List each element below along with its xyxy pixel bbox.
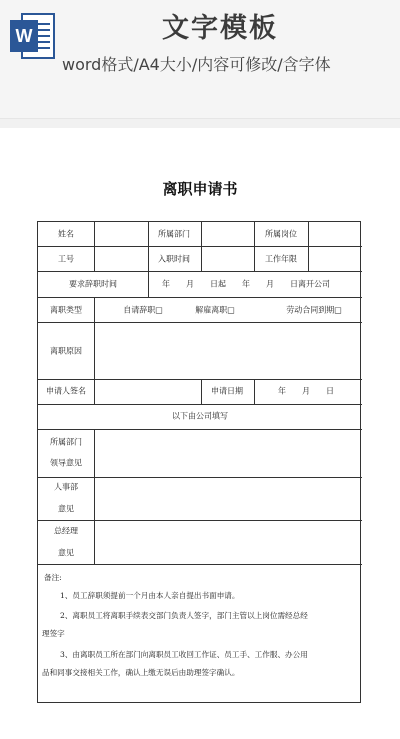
label-department: 所属部门 bbox=[158, 229, 190, 239]
row-divider bbox=[38, 297, 362, 298]
label-job-number: 工号 bbox=[58, 254, 74, 264]
label-position: 所属岗位 bbox=[265, 229, 297, 239]
row-divider bbox=[38, 477, 362, 478]
row-divider bbox=[38, 520, 362, 521]
col-divider bbox=[94, 297, 95, 379]
row-divider bbox=[38, 246, 362, 247]
word-icon bbox=[8, 10, 56, 62]
leave-date-range: 年 月 日起 年 月 日离开公司 bbox=[162, 279, 330, 289]
col-divider bbox=[94, 429, 95, 564]
banner bbox=[0, 0, 400, 119]
svg-text:W: W bbox=[15, 26, 33, 46]
col-divider bbox=[94, 246, 95, 271]
col-divider bbox=[148, 246, 149, 271]
option-dismissal: 解雇离职□ bbox=[195, 305, 235, 315]
col-divider bbox=[148, 222, 149, 246]
note-item-3a: 3、由离职员工所在部门向离职员工收回工作证、员工手、工作服、办公用 bbox=[60, 650, 308, 659]
col-divider bbox=[254, 379, 255, 404]
label-work-years: 工作年限 bbox=[265, 254, 297, 264]
notes-heading: 备注: bbox=[44, 573, 62, 582]
label-leave-reason: 离职原因 bbox=[50, 346, 82, 356]
col-divider bbox=[308, 246, 309, 271]
col-divider bbox=[254, 246, 255, 271]
label-join-date: 入职时间 bbox=[158, 254, 190, 264]
label-dept-opinion-2: 领导意见 bbox=[50, 458, 82, 468]
row-divider bbox=[38, 404, 362, 405]
col-divider bbox=[148, 271, 149, 297]
row-divider bbox=[38, 379, 362, 380]
label-apply-date: 申请日期 bbox=[211, 386, 243, 396]
label-dept-opinion-1: 所属部门 bbox=[50, 437, 82, 447]
row-divider bbox=[38, 322, 362, 323]
col-divider bbox=[201, 379, 202, 404]
resignation-form-table bbox=[37, 221, 361, 703]
note-item-2a: 2、离职员工将离职手续表交部门负责人签字，部门主管以上岗位需经总经 bbox=[60, 611, 308, 620]
col-divider bbox=[254, 222, 255, 246]
row-divider bbox=[38, 429, 362, 430]
label-hr-opinion-1: 人事部 bbox=[54, 482, 78, 492]
row-divider bbox=[38, 271, 362, 272]
apply-date-value: 年 月 日 bbox=[278, 386, 334, 396]
col-divider bbox=[201, 222, 202, 246]
label-gm-opinion-2: 意见 bbox=[58, 548, 74, 558]
col-divider bbox=[308, 222, 309, 246]
banner-title: 文字模板 bbox=[162, 13, 278, 44]
col-divider bbox=[94, 379, 95, 404]
document-title: 离职申请书 bbox=[162, 180, 238, 198]
note-item-3b: 品和同事交接相关工作，确认上缴无误后由助理签字确认。 bbox=[42, 668, 240, 677]
row-divider bbox=[38, 564, 362, 565]
note-item-1: 1、员工辞职须提前一个月由本人亲自提出书面申请。 bbox=[60, 591, 240, 600]
banner-subtitle: word格式/A4大小/内容可修改/含字体 bbox=[62, 55, 331, 74]
label-leave-type: 离职类型 bbox=[50, 305, 82, 315]
company-fill-heading: 以下由公司填写 bbox=[172, 411, 228, 421]
label-gm-opinion-1: 总经理 bbox=[54, 526, 78, 536]
col-divider bbox=[94, 222, 95, 246]
label-hr-opinion-2: 意见 bbox=[58, 504, 74, 514]
label-applicant-signature: 申请人签名 bbox=[46, 386, 86, 396]
col-divider bbox=[201, 246, 202, 271]
note-item-2b: 理签字 bbox=[42, 629, 65, 638]
option-voluntary-resignation: 自请辞职□ bbox=[123, 305, 163, 315]
option-contract-expiry: 劳动合同到期□ bbox=[286, 305, 342, 315]
label-name: 姓名 bbox=[58, 229, 74, 239]
label-leave-time: 要求辞职时间 bbox=[69, 279, 117, 289]
